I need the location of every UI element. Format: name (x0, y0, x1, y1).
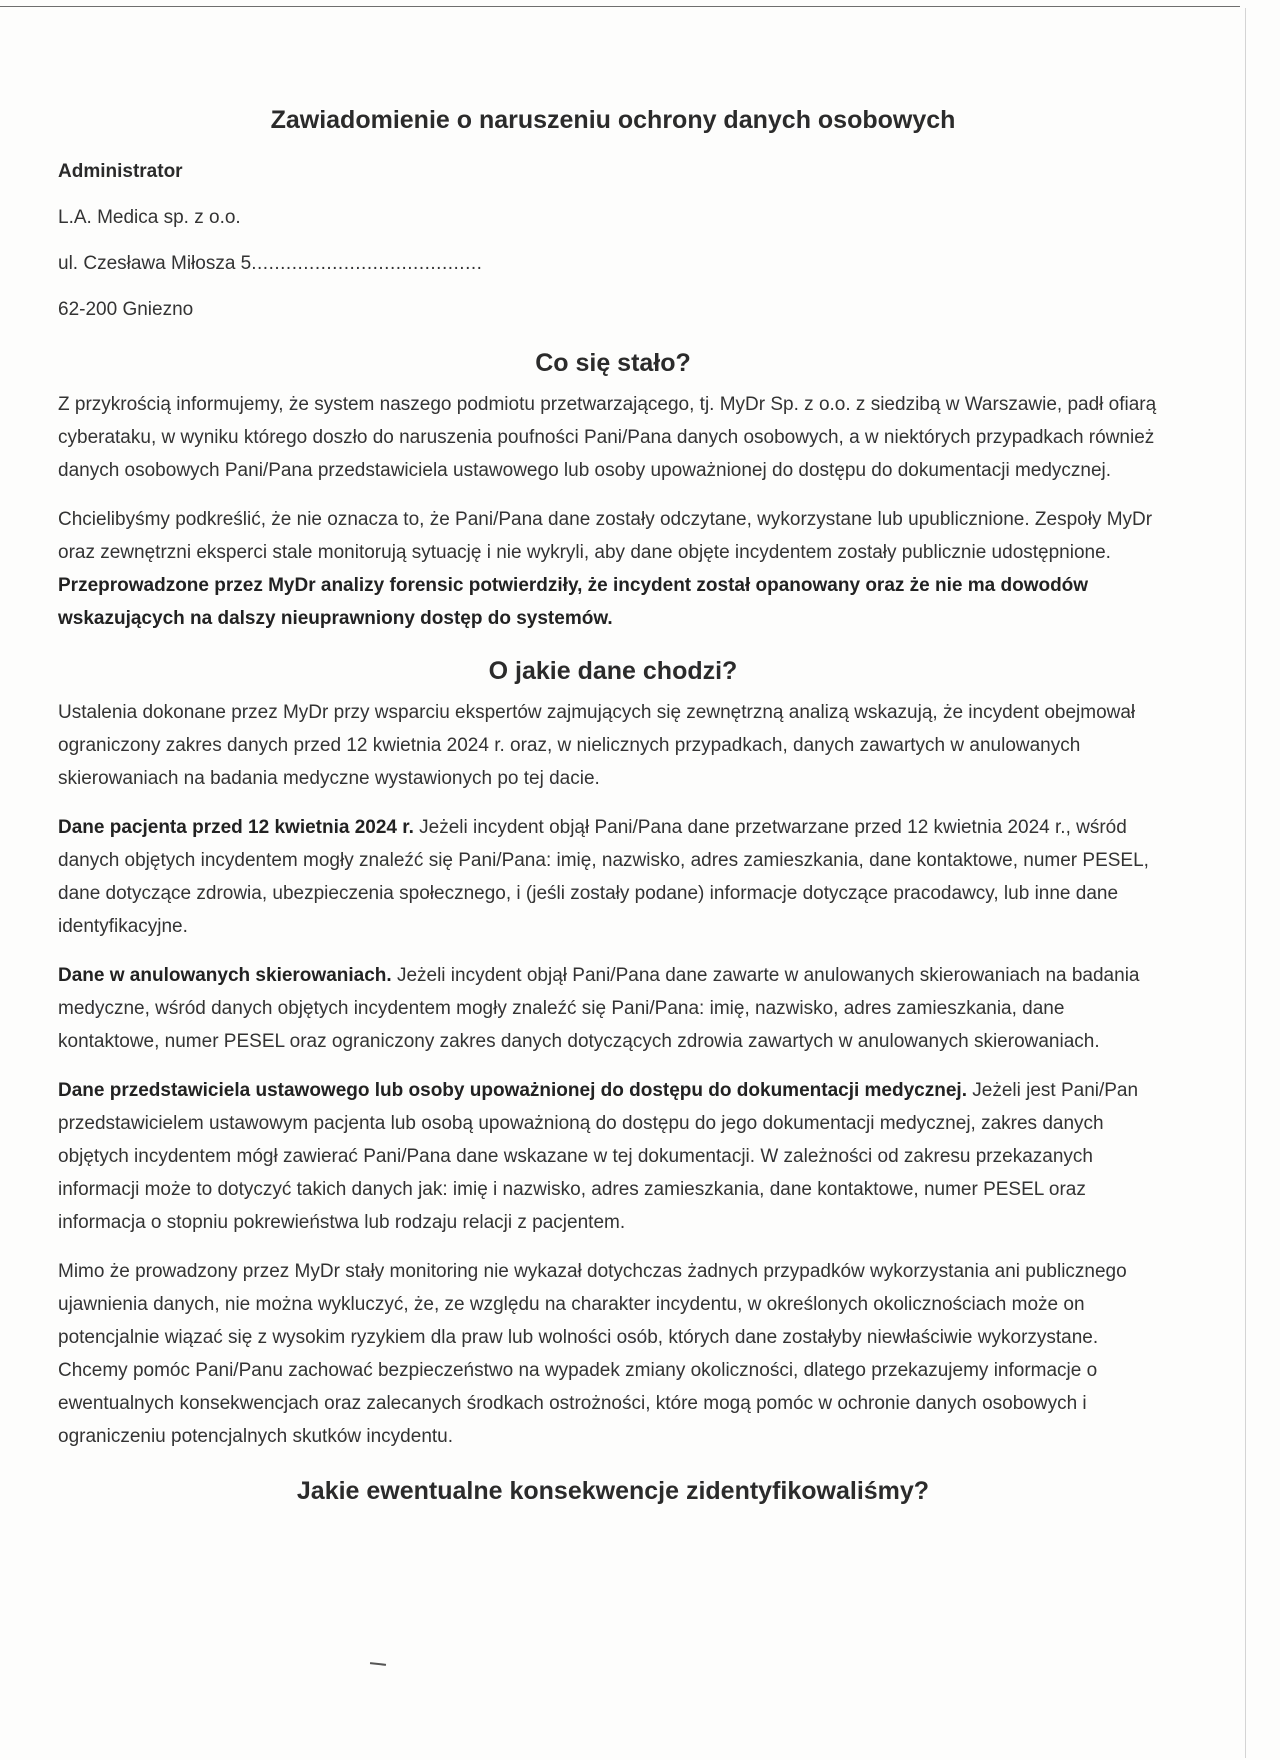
administrator-city: 62-200 Gniezno (58, 299, 194, 320)
paragraph-bold-text: Przeprowadzone przez MyDr analizy forensic potwierdziły, że incydent został opanowany oraz że nie ma dowodów wskazujących na dalszy nieuprawniony dostęp do systemów. (58, 575, 1089, 629)
administrator-street (58, 253, 1158, 275)
paragraph-bold-lead: Dane przedstawiciela ustawowego lub osoby upoważnionej do dostępu do dokumentacji medycznej. (58, 1080, 967, 1101)
administrator-label: Administrator (58, 161, 183, 182)
paragraph-text: Jeżeli incydent objął Pani/Pana dane zawarte w anulowanych skierowaniach na badania medyczne, wśród danych objętych incydentem mogły znaleźć się Pani/Pana: imię, nazwisko, adres zamieszkania, dane kontaktowe, numer PESEL oraz ograniczony zakres danych dotyczących zdrowia zawartych w anulowanych skierowaniach. (58, 965, 1140, 1052)
paragraph-cancelled-referrals (58, 959, 1158, 1058)
paragraph-bold-lead: Dane pacjenta przed 12 kwietnia 2024 r. (58, 817, 414, 838)
paragraph-text: Chcielibyśmy podkreślić, że nie oznacza to, że Pani/Pana dane zostały odczytane, wykorzystane lub upublicznione. Zespoły MyDr oraz zewnętrzni eksperci stale monitorują sytuację i nie wykryli, aby dane objęte incydentem zostały publicznie udostępnione. (58, 509, 1153, 563)
paragraph-patient-data (58, 811, 1158, 943)
street-text: ul. Czesława Miłosza 5 (58, 253, 252, 274)
section-heading-consequences: Jakie ewentualne konsekwencje zidentyfikowaliśmy? (296, 1477, 930, 1505)
paragraph-bold-lead: Dane w anulowanych skierowaniach. (58, 965, 392, 986)
paragraph-what-happened-2 (58, 503, 1158, 635)
paragraph-what-happened-1: Z przykrością informujemy, że system naszego podmiotu przetwarzającego, tj. MyDr Sp. z o.o. z siedzibą w Warszawie, padł ofiarą cyberataku, w wyniku którego doszło do naruszenia poufności Pani/Pana danych osobowych, a w niektórych przypadkach również danych osobowych Pani/Pana przedstawiciela ustawowego lub osoby upoważnionej do dostępu do dokumentacji medycznej. (58, 394, 1157, 481)
administrator-name: L.A. Medica sp. z o.o. (58, 207, 241, 228)
street-dotted-fill: ........................................ (251, 253, 483, 274)
paragraph-text: Jeżeli jest Pani/Pan przedstawicielem ustawowym pacjenta lub osobą upoważnioną do dostępu do jego dokumentacji medycznej, zakres danych objętych incydentem mógł zawierać Pani/Pana dane wskazane w tej dokumentacji. W zależności od zakresu przekazanych informacji może to dotyczyć takich danych jak: imię i nazwisko, adres zamieszkania, dane kontaktowe, numer PESEL oraz informacja o stopniu pokrewieństwa lub rodzaju relacji z pacjentem. (58, 1080, 1139, 1233)
scan-edge-right (1245, 8, 1246, 1758)
section-heading-what-data: O jakie dane chodzi? (488, 657, 738, 685)
document-page (58, 106, 1158, 1516)
paragraph-legal-representative (58, 1074, 1158, 1239)
paragraph-text: Jeżeli incydent objął Pani/Pana dane przetwarzane przed 12 kwietnia 2024 r., wśród danych objętych incydentem mogły znaleźć się Pani/Pana: imię, nazwisko, adres zamieszkania, dane kontaktowe, numer PESEL, dane dotyczące zdrowia, ubezpieczenia społecznego, i (jeśli zostały podane) informacje dotyczące pracodawcy, lub inne dane identyfikacyjne. (58, 817, 1149, 937)
paragraph-data-scope: Ustalenia dokonane przez MyDr przy wsparciu ekspertów zajmujących się zewnętrzną analizą wskazują, że incydent obejmował ograniczony zakres danych przed 12 kwietnia 2024 r. oraz, w nielicznych przypadkach, danych zawartych w anulowanych skierowaniach na badania medyczne wystawionych po tej dacie. (58, 702, 1136, 789)
document-title: Zawiadomienie o naruszeniu ochrony danych osobowych (270, 106, 956, 134)
paragraph-monitoring: Mimo że prowadzony przez MyDr stały monitoring nie wykazał dotychczas żadnych przypadków wykorzystania ani publicznego ujawnienia danych, nie można wykluczyć, że, ze względu na charakter incydentu, w określonych okolicznościach może on potencjalnie wiązać się z wysokim ryzykiem dla praw lub wolności osób, których dane zostałyby niewłaściwie wykorzystane. Chcemy pomóc Pani/Panu zachować bezpieczeństwo na wypadek zmiany okoliczności, dlatego przekazujemy informacje o ewentualnych konsekwencjach oraz zalecanych środkach ostrożności, które mogą pomóc w ochronie danych osobowych i ograniczeniu potencjalnych skutków incydentu. (58, 1261, 1127, 1447)
scan-edge-top (0, 6, 1240, 7)
scan-smudge-mark (370, 1662, 386, 1666)
section-heading-what-happened: Co się stało? (535, 349, 691, 377)
